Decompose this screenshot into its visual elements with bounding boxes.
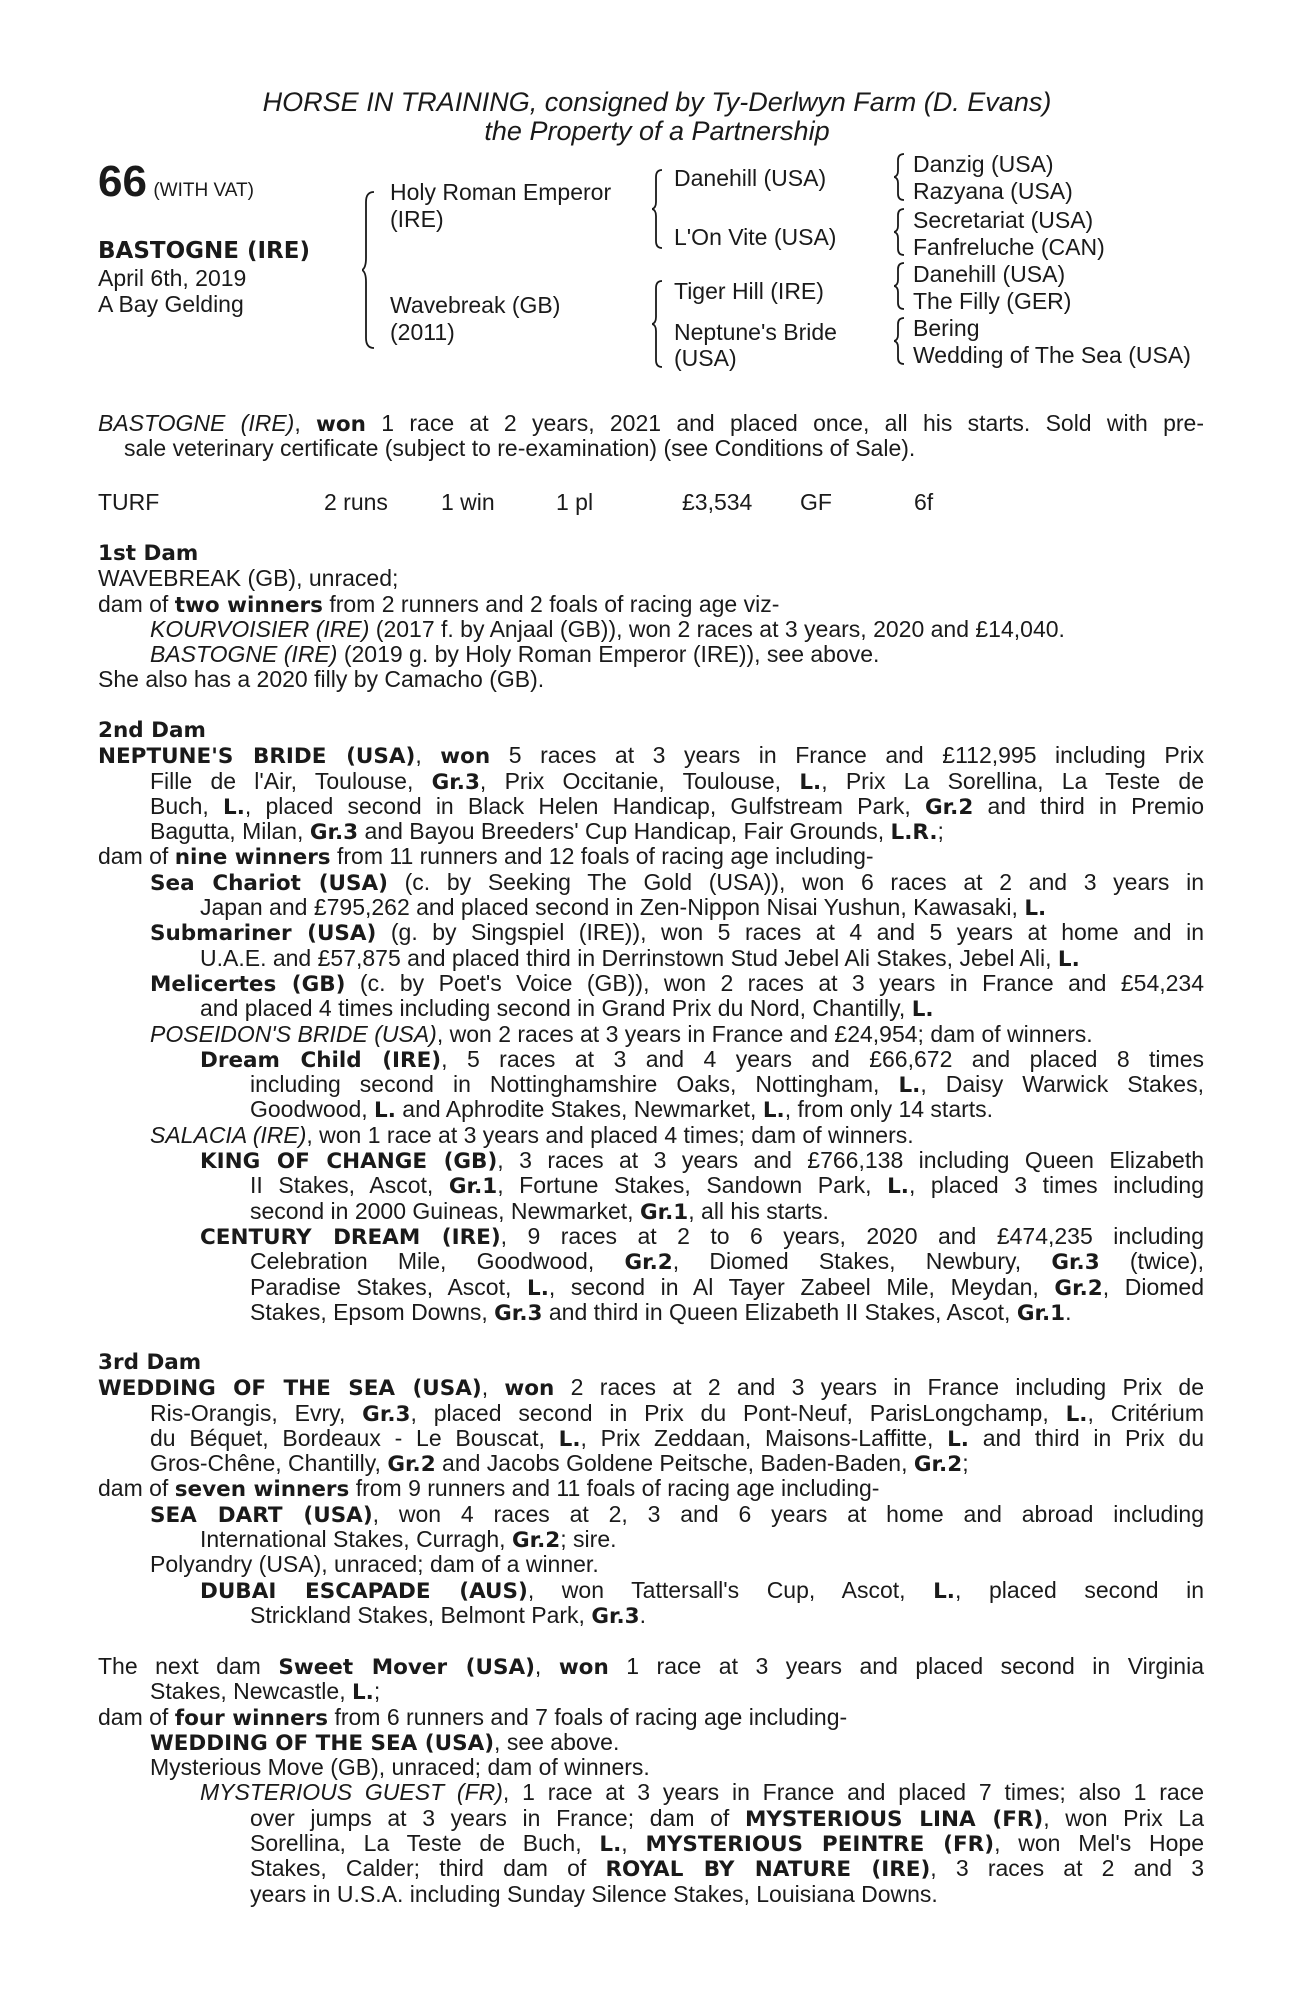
next-dam-line: Stakes, Newcastle, L.; bbox=[150, 1678, 381, 1706]
pedigree-dss: Danehill (USA) bbox=[913, 261, 1066, 287]
third-dam-section bbox=[98, 1350, 1204, 1628]
record-wins: 1 win bbox=[441, 489, 495, 515]
horse-description: A Bay Gelding bbox=[98, 291, 244, 317]
third-dam-line: Ris-Orangis, Evry, Gr.3, placed second in Prix du Pont-Neuf, ParisLongchamp, L., Critérium bbox=[150, 1399, 1204, 1427]
third-dam-line: WEDDING OF THE SEA (USA), won 2 races at 2 and 3 years in France including Prix de bbox=[98, 1374, 1204, 1402]
second-dam-line: second in 2000 Guineas, Newmarket, Gr.1, all his starts. bbox=[250, 1197, 829, 1225]
second-dam-line: Bagutta, Milan, Gr.3 and Bayou Breeders' Cup Handicap, Fair Grounds, L.R.; bbox=[150, 818, 944, 846]
record-surface: TURF bbox=[98, 489, 160, 515]
pedigree-sire-dam: L'On Vite (USA) bbox=[674, 224, 837, 250]
summary-line-1: BASTOGNE (IRE), won 1 race at 2 years, 2021 and placed once, all his starts. Sold with pre- bbox=[98, 410, 1204, 437]
next-dam-line: Sorellina, La Teste de Buch, L., MYSTERIOUS PEINTRE (FR), won Mel's Hope bbox=[250, 1830, 1204, 1858]
pedigree-dam-dam: Neptune's Bride bbox=[674, 319, 837, 345]
third-dam-line: SEA DART (USA), won 4 races at 2, 3 and 6 years at home and abroad including bbox=[150, 1500, 1204, 1528]
header-line-1: HORSE IN TRAINING, consigned by Ty-Derlwyn Farm (D. Evans) bbox=[262, 87, 1052, 117]
pedigree-brace-sd bbox=[894, 207, 906, 257]
lot-number: 66 bbox=[98, 157, 147, 206]
second-dam-line: Submariner (USA) (g. by Singspiel (IRE)), won 5 races at 4 and 5 years at home and in bbox=[150, 919, 1204, 947]
record-places: 1 pl bbox=[556, 489, 594, 515]
next-dam-line: Mysterious Move (GB), unraced; dam of winners. bbox=[150, 1754, 650, 1781]
record-runs: 2 runs bbox=[324, 489, 388, 515]
second-dam-line: Celebration Mile, Goodwood, Gr.2, Diomed Stakes, Newbury, Gr.3 (twice), bbox=[250, 1248, 1205, 1276]
third-dam-title: 3rd Dam bbox=[98, 1350, 202, 1375]
third-dam-line: Polyandry (USA), unraced; dam of a winner. bbox=[150, 1551, 599, 1578]
second-dam-line: Fille de l'Air, Toulouse, Gr.3, Prix Occitanie, Toulouse, L., Prix La Sorellina, La Teste de bbox=[150, 767, 1204, 795]
second-dam-line: Buch, L., placed second in Black Helen Handicap, Gulfstream Park, Gr.2 and third in Premio bbox=[150, 792, 1204, 820]
second-dam-line: Japan and £795,262 and placed second in Zen-Nippon Nisai Yushun, Kawasaki, L. bbox=[200, 894, 1047, 922]
next-dam-line: years in U.S.A. including Sunday Silence Stakes, Louisiana Downs. bbox=[250, 1880, 938, 1907]
third-dam-line: du Béquet, Bordeaux - Le Bouscat, L., Prix Zeddaan, Maisons-Laffitte, L. and third in Prix du bbox=[150, 1424, 1205, 1452]
next-dam-line: dam of four winners from 6 runners and 7 foals of racing age including- bbox=[98, 1703, 848, 1731]
pedigree-sss: Danzig (USA) bbox=[913, 151, 1054, 177]
pedigree-brace-main bbox=[362, 190, 376, 350]
pedigree-brace-ds bbox=[894, 261, 906, 311]
pedigree-sire-sire: Danehill (USA) bbox=[674, 165, 827, 191]
pedigree-ddd: Wedding of The Sea (USA) bbox=[913, 342, 1191, 368]
second-dam-line: Goodwood, L. and Aphrodite Stakes, Newmarket, L., from only 14 starts. bbox=[250, 1096, 994, 1124]
next-dam-line: WEDDING OF THE SEA (USA), see above. bbox=[150, 1728, 620, 1756]
header-line-2: the Property of a Partnership bbox=[484, 116, 830, 146]
pedigree-brace-sire bbox=[652, 168, 664, 250]
first-dam-line: She also has a 2020 filly by Camacho (GB). bbox=[98, 666, 545, 693]
first-dam-line: BASTOGNE (IRE) (2019 g. by Holy Roman Emperor (IRE)), see above. bbox=[150, 641, 880, 668]
first-dam-line: KOURVOISIER (IRE) (2017 f. by Anjaal (GB)), won 2 races at 3 years, 2020 and £14,040. bbox=[150, 615, 1065, 642]
second-dam-line: U.A.E. and £57,875 and placed third in Derrinstown Stud Jebel Ali Stakes, Jebel Ali, L. bbox=[200, 944, 1080, 972]
pedigree-sdd: Fanfreluche (CAN) bbox=[913, 234, 1105, 260]
third-dam-line: Gros-Chêne, Chantilly, Gr.2 and Jacobs Goldene Peitsche, Baden-Baden, Gr.2; bbox=[150, 1450, 969, 1478]
first-dam-line: WAVEBREAK (GB), unraced; bbox=[98, 565, 399, 592]
record-distance: 6f bbox=[914, 489, 934, 515]
record-going: GF bbox=[800, 489, 832, 515]
first-dam-line: dam of two winners from 2 runners and 2 foals of racing age viz- bbox=[98, 590, 780, 618]
next-dam-line: over jumps at 3 years in France; dam of MYSTERIOUS LINA (FR), won Prix La bbox=[250, 1804, 1204, 1832]
second-dam-line: Melicertes (GB) (c. by Poet's Voice (GB)), won 2 races at 3 years in France and £54,234 bbox=[150, 969, 1204, 997]
pedigree-brace-dd bbox=[894, 316, 906, 366]
pedigree-brace-dam bbox=[652, 279, 664, 369]
next-dam-line: MYSTERIOUS GUEST (FR), 1 race at 3 years in France and placed 7 times; also 1 race bbox=[200, 1779, 1204, 1806]
pedigree-brace-ss bbox=[894, 152, 906, 202]
pedigree-dds: Bering bbox=[913, 315, 980, 341]
second-dam-line: POSEIDON'S BRIDE (USA), won 2 races at 3 years in France and £24,954; dam of winners. bbox=[150, 1020, 1093, 1047]
pedigree-sds: Secretariat (USA) bbox=[913, 207, 1094, 233]
pedigree-dsd: The Filly (GER) bbox=[913, 288, 1072, 314]
pedigree-ssd: Razyana (USA) bbox=[913, 178, 1073, 204]
next-dam-line: The next dam Sweet Mover (USA), won 1 race at 3 years and placed second in Virginia bbox=[98, 1653, 1204, 1680]
vat-label: (WITH VAT) bbox=[153, 180, 254, 201]
pedigree-sire-country: (IRE) bbox=[390, 206, 444, 232]
second-dam-section bbox=[98, 718, 1204, 1325]
second-dam-line: NEPTUNE'S BRIDE (USA), won 5 races at 3 years in France and £112,995 including Prix bbox=[98, 742, 1204, 770]
second-dam-line: KING OF CHANGE (GB), 3 races at 3 years and £766,138 including Queen Elizabeth bbox=[200, 1147, 1204, 1175]
next-dam-line: Stakes, Calder; third dam of ROYAL BY NATURE (IRE), 3 races at 2 and 3 bbox=[250, 1855, 1204, 1883]
pedigree-dam-dam-country: (USA) bbox=[674, 345, 737, 371]
second-dam-line: and placed 4 times including second in Grand Prix du Nord, Chantilly, L. bbox=[200, 995, 934, 1023]
summary-line-2: sale veterinary certificate (subject to re-examination) (see Conditions of Sale). bbox=[124, 435, 916, 462]
second-dam-line: II Stakes, Ascot, Gr.1, Fortune Stakes, Sandown Park, L., placed 3 times including bbox=[250, 1172, 1204, 1200]
second-dam-line: Stakes, Epsom Downs, Gr.3 and third in Queen Elizabeth II Stakes, Ascot, Gr.1. bbox=[250, 1298, 1072, 1326]
pedigree-dam: Wavebreak (GB) bbox=[390, 292, 561, 318]
foaling-date: April 6th, 2019 bbox=[98, 265, 247, 291]
second-dam-line: including second in Nottinghamshire Oaks, Nottingham, L., Daisy Warwick Stakes, bbox=[250, 1071, 1204, 1099]
second-dam-line: CENTURY DREAM (IRE), 9 races at 2 to 6 years, 2020 and £474,235 including bbox=[200, 1222, 1204, 1250]
first-dam-title: 1st Dam bbox=[98, 541, 199, 566]
next-dam-section bbox=[98, 1654, 1204, 1907]
third-dam-line: Strickland Stakes, Belmont Park, Gr.3. bbox=[250, 1601, 647, 1629]
third-dam-line: DUBAI ESCAPADE (AUS), won Tattersall's Cup, Ascot, L., placed second in bbox=[200, 1576, 1204, 1604]
record-prize: £3,534 bbox=[682, 489, 753, 515]
second-dam-line: dam of nine winners from 11 runners and 12 foals of racing age including- bbox=[98, 843, 874, 871]
second-dam-line: Dream Child (IRE), 5 races at 3 and 4 years and £66,672 and placed 8 times bbox=[200, 1045, 1204, 1073]
pedigree-dam-year: (2011) bbox=[390, 319, 455, 345]
second-dam-title: 2nd Dam bbox=[98, 718, 206, 743]
summary-paragraph bbox=[98, 411, 1204, 462]
second-dam-line: Sea Chariot (USA) (c. by Seeking The Gold (USA)), won 6 races at 2 and 3 years in bbox=[150, 868, 1204, 896]
pedigree-dam-sire: Tiger Hill (IRE) bbox=[674, 278, 824, 304]
third-dam-line: International Stakes, Curragh, Gr.2; sire. bbox=[200, 1526, 617, 1554]
second-dam-line: Paradise Stakes, Ascot, L., second in Al Tayer Zabeel Mile, Meydan, Gr.2, Diomed bbox=[250, 1273, 1204, 1301]
first-dam-section bbox=[98, 541, 1204, 693]
lot-number-block bbox=[98, 157, 254, 206]
second-dam-line: SALACIA (IRE), won 1 race at 3 years and placed 4 times; dam of winners. bbox=[150, 1121, 914, 1148]
horse-name: BASTOGNE (IRE) bbox=[98, 238, 310, 264]
pedigree-sire: Holy Roman Emperor bbox=[390, 179, 612, 205]
third-dam-line: dam of seven winners from 9 runners and 11 foals of racing age including- bbox=[98, 1475, 880, 1503]
